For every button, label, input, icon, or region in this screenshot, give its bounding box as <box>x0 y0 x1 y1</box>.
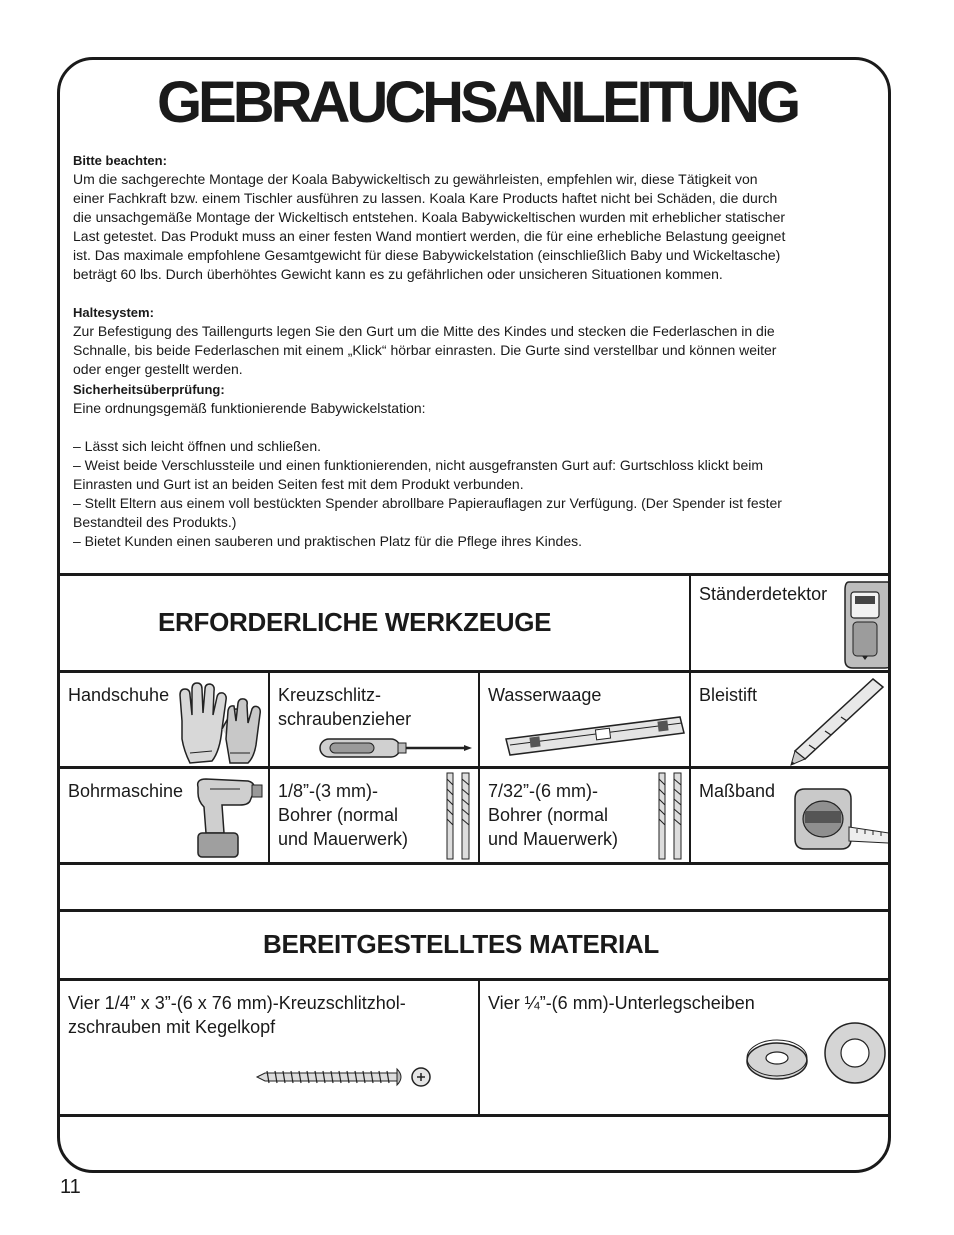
bitte-line: einer Fachkraft bzw. einem Tischler ausführen zu lassen. Koala Kare Products haftet nicht bei Schäden, die durch <box>73 190 778 206</box>
table-border <box>60 862 891 865</box>
tape-cell <box>691 769 891 862</box>
bit-small-label-2: Bohrer (normal <box>278 805 399 825</box>
tools-heading: ERFORDERLICHE WERKZEUGE <box>158 607 552 637</box>
bit-large-cell <box>480 769 689 862</box>
table-border <box>60 1114 891 1117</box>
sicher-line: – Stellt Eltern aus einem voll bestückten Spender abrollbare Papierauflagen zur Verfügung. (Der Spender ist fester <box>73 495 782 511</box>
material-heading: BEREITGESTELLTES MATERIAL <box>263 929 659 959</box>
bitte-line: beträgt 60 lbs. Durch überhöhtes Gewicht kann es zu gefährlichen oder unsicheren Situationen kommen. <box>73 266 723 282</box>
halte-heading: Haltesystem: <box>73 305 154 320</box>
bit-small-cell <box>270 769 478 862</box>
gloves-icon <box>172 681 267 765</box>
bitte-line: ist. Das maximale empfohlene Gesamtgewicht für diese Babywickelstation (einschließlich Baby und Wickeltasche) <box>73 247 781 263</box>
washer-icon <box>745 1021 891 1093</box>
halte-line: Zur Befestigung des Taillengurts legen Sie den Gurt um die Mitte des Kindes und stecken die Federlaschen in die <box>73 323 775 339</box>
tape-label: Maßband <box>699 781 776 801</box>
table-border <box>60 909 891 912</box>
drill-cell <box>60 769 268 862</box>
pencil-label: Bleistift <box>699 685 758 705</box>
drill-bits-icon <box>656 771 686 863</box>
washers-cell <box>480 981 891 1114</box>
sicher-line: Einrasten und Gurt ist an beiden Seiten fest mit dem Produkt verbunden. <box>73 476 524 492</box>
screw-icon <box>255 1065 435 1089</box>
screwdriver-label-1: Kreuzschlitz- <box>278 685 382 705</box>
stud-finder-label: Ständerdetektor <box>699 584 828 604</box>
stud-finder-cell <box>691 576 891 670</box>
sicher-line: – Bietet Kunden einen sauberen und praktischen Platz für die Pflege ihres Kindes. <box>73 533 582 549</box>
halte-line: Schnalle, bis beide Federlaschen mit einem „Klick“ hörbar einrasten. Die Gurte sind verstellbar und können weiter <box>73 342 777 358</box>
bit-large-label-2: Bohrer (normal <box>488 805 609 825</box>
bit-large-label-3: und Mauerwerk) <box>488 829 619 849</box>
screws-cell <box>60 981 478 1114</box>
sicher-heading: Sicherheitsüberprüfung: <box>73 382 225 397</box>
drill-bits-icon <box>444 771 474 863</box>
halte-line: oder enger gestellt werden. <box>73 361 243 377</box>
bitte-line: die unsachgemäße Montage der Wickeltisch entstehen. Koala Babywickeltischen wurden mit erheblicher statischer <box>73 209 786 225</box>
washers-label: Vier ¼”-(6 mm)-Unterlegscheiben <box>488 993 755 1013</box>
level-label: Wasserwaage <box>488 685 602 705</box>
page-frame <box>57 57 891 1173</box>
instructions-text <box>73 151 883 551</box>
page-title: GEBRAUCHSANLEITUNG <box>156 70 798 135</box>
sicher-line: Bestandteil des Produkts.) <box>73 514 237 530</box>
bitte-heading: Bitte beachten: <box>73 153 167 168</box>
drill-label: Bohrmaschine <box>68 781 184 801</box>
sicher-intro: Eine ordnungsgemäß funktionierende Babywickelstation: <box>73 400 426 416</box>
bitte-line: Um die sachgerechte Montage der Koala Babywickeltisch zu gewährleisten, empfehlen wir, diese Tätigkeit von <box>73 171 758 187</box>
page-number: 11 <box>60 1176 81 1198</box>
bitte-line: Last getestet. Das Produkt muss an einer festen Wand montiert werden, die für eine erhebliche Belastung geeignet <box>73 228 786 244</box>
pencil-cell <box>691 673 891 766</box>
stud-finder-icon <box>841 578 891 670</box>
tape-measure-icon <box>787 783 891 859</box>
pencil-icon <box>789 675 889 767</box>
bit-small-label-1: 1/8”-(3 mm)- <box>278 781 378 801</box>
screws-label-2: zschrauben mit Kegelkopf <box>68 1017 276 1037</box>
level-cell <box>480 673 689 766</box>
gloves-label: Handschuhe <box>68 685 170 705</box>
level-icon <box>502 713 688 759</box>
screwdriver-icon <box>318 733 478 763</box>
drill-icon <box>192 775 264 861</box>
sicher-line: – Weist beide Verschlussteile und einen funktionierenden, nicht ausgefransten Gurt auf: Gurtschloss klickt beim <box>73 457 764 473</box>
bit-small-label-3: und Mauerwerk) <box>278 829 409 849</box>
bit-large-label-1: 7/32”-(6 mm)- <box>488 781 599 801</box>
sicher-line: – Lässt sich leicht öffnen und schließen. <box>73 438 322 454</box>
screwdriver-cell <box>270 673 478 766</box>
screws-label-1: Vier 1/4” x 3”-(6 x 76 mm)-Kreuzschlitzhol- <box>68 993 406 1013</box>
gloves-cell <box>60 673 268 766</box>
screwdriver-label-2: schraubenzieher <box>278 709 412 729</box>
